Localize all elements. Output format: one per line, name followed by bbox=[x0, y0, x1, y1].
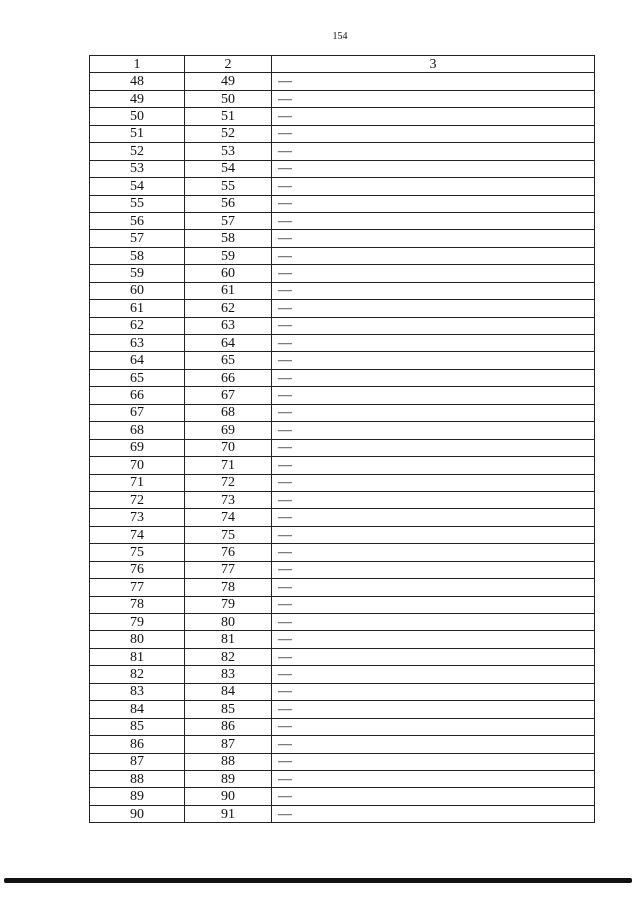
column-header-3: 3 bbox=[272, 56, 595, 73]
table-header-row bbox=[90, 56, 595, 73]
table-row bbox=[90, 683, 595, 700]
table-cell-col-3: — bbox=[272, 195, 595, 212]
table-cell-col-2: 66 bbox=[185, 369, 272, 386]
table-cell-col-3: — bbox=[272, 526, 595, 543]
table-cell-col-2: 67 bbox=[185, 387, 272, 404]
table-cell-col-3: — bbox=[272, 788, 595, 805]
table-cell-col-1: 73 bbox=[90, 509, 185, 526]
table-row bbox=[90, 247, 595, 264]
table-cell-col-1: 69 bbox=[90, 439, 185, 456]
table-cell-col-3: — bbox=[272, 90, 595, 107]
table-row bbox=[90, 526, 595, 543]
table-cell-col-2: 63 bbox=[185, 317, 272, 334]
table-cell-col-3: — bbox=[272, 805, 595, 822]
table-cell-col-2: 91 bbox=[185, 805, 272, 822]
table-row bbox=[90, 352, 595, 369]
table-cell-col-2: 52 bbox=[185, 125, 272, 142]
table-cell-col-3: — bbox=[272, 317, 595, 334]
table-cell-col-3: — bbox=[272, 683, 595, 700]
table-cell-col-1: 58 bbox=[90, 247, 185, 264]
table-cell-col-1: 79 bbox=[90, 614, 185, 631]
table-cell-col-1: 84 bbox=[90, 701, 185, 718]
table-cell-col-1: 51 bbox=[90, 125, 185, 142]
table-row bbox=[90, 160, 595, 177]
table-cell-col-3: — bbox=[272, 143, 595, 160]
table-row bbox=[90, 701, 595, 718]
table-cell-col-1: 74 bbox=[90, 526, 185, 543]
table-cell-col-1: 88 bbox=[90, 770, 185, 787]
table-cell-col-1: 54 bbox=[90, 178, 185, 195]
table-cell-col-2: 64 bbox=[185, 335, 272, 352]
table-cell-col-3: — bbox=[272, 666, 595, 683]
table-row bbox=[90, 474, 595, 491]
table-row bbox=[90, 736, 595, 753]
table-cell-col-3: — bbox=[272, 178, 595, 195]
table-row bbox=[90, 788, 595, 805]
table-cell-col-1: 59 bbox=[90, 265, 185, 282]
table-cell-col-1: 75 bbox=[90, 544, 185, 561]
table-row bbox=[90, 73, 595, 90]
table-row bbox=[90, 457, 595, 474]
table-cell-col-2: 79 bbox=[185, 596, 272, 613]
table-cell-col-2: 83 bbox=[185, 666, 272, 683]
table-row bbox=[90, 770, 595, 787]
table-cell-col-2: 69 bbox=[185, 422, 272, 439]
table-cell-col-1: 67 bbox=[90, 404, 185, 421]
table-cell-col-3: — bbox=[272, 474, 595, 491]
table-cell-col-1: 65 bbox=[90, 369, 185, 386]
table-cell-col-3: — bbox=[272, 736, 595, 753]
table-cell-col-3: — bbox=[272, 579, 595, 596]
table-row bbox=[90, 718, 595, 735]
table-cell-col-2: 57 bbox=[185, 212, 272, 229]
table-cell-col-3: — bbox=[272, 753, 595, 770]
page-number: 154 bbox=[332, 31, 348, 42]
table-row bbox=[90, 544, 595, 561]
table-cell-col-3: — bbox=[272, 230, 595, 247]
table-cell-col-1: 82 bbox=[90, 666, 185, 683]
table-row bbox=[90, 491, 595, 508]
table-cell-col-1: 56 bbox=[90, 212, 185, 229]
table-cell-col-3: — bbox=[272, 770, 595, 787]
table-cell-col-3: — bbox=[272, 439, 595, 456]
table-cell-col-3: — bbox=[272, 596, 595, 613]
table-cell-col-1: 85 bbox=[90, 718, 185, 735]
table-row bbox=[90, 404, 595, 421]
table-row bbox=[90, 509, 595, 526]
table-cell-col-1: 60 bbox=[90, 282, 185, 299]
table-row bbox=[90, 90, 595, 107]
table-row bbox=[90, 561, 595, 578]
table-cell-col-3: — bbox=[272, 718, 595, 735]
table-cell-col-3: — bbox=[272, 631, 595, 648]
table-cell-col-1: 89 bbox=[90, 788, 185, 805]
table-cell-col-2: 77 bbox=[185, 561, 272, 578]
table-cell-col-1: 90 bbox=[90, 805, 185, 822]
table-cell-col-3: — bbox=[272, 335, 595, 352]
table-cell-col-2: 72 bbox=[185, 474, 272, 491]
table-body bbox=[90, 73, 595, 823]
table-row bbox=[90, 631, 595, 648]
table-cell-col-3: — bbox=[272, 387, 595, 404]
table-row bbox=[90, 439, 595, 456]
table-cell-col-3: — bbox=[272, 125, 595, 142]
table-cell-col-3: — bbox=[272, 491, 595, 508]
table-cell-col-2: 74 bbox=[185, 509, 272, 526]
table-cell-col-2: 61 bbox=[185, 282, 272, 299]
table-row bbox=[90, 369, 595, 386]
table-header bbox=[90, 56, 595, 73]
table-cell-col-2: 73 bbox=[185, 491, 272, 508]
table-cell-col-1: 78 bbox=[90, 596, 185, 613]
table-cell-col-2: 49 bbox=[185, 73, 272, 90]
table-cell-col-2: 80 bbox=[185, 614, 272, 631]
table-cell-col-1: 48 bbox=[90, 73, 185, 90]
table-cell-col-2: 68 bbox=[185, 404, 272, 421]
table-cell-col-1: 57 bbox=[90, 230, 185, 247]
table-cell-col-1: 70 bbox=[90, 457, 185, 474]
table-cell-col-2: 84 bbox=[185, 683, 272, 700]
table-cell-col-3: — bbox=[272, 509, 595, 526]
table-cell-col-1: 71 bbox=[90, 474, 185, 491]
table-cell-col-3: — bbox=[272, 300, 595, 317]
table-cell-col-3: — bbox=[272, 404, 595, 421]
table-cell-col-1: 72 bbox=[90, 491, 185, 508]
table-row bbox=[90, 230, 595, 247]
data-table bbox=[89, 55, 595, 823]
table-cell-col-3: — bbox=[272, 648, 595, 665]
table-cell-col-2: 89 bbox=[185, 770, 272, 787]
table-cell-col-2: 59 bbox=[185, 247, 272, 264]
table-cell-col-3: — bbox=[272, 701, 595, 718]
table-cell-col-2: 81 bbox=[185, 631, 272, 648]
table-cell-col-2: 54 bbox=[185, 160, 272, 177]
table-cell-col-1: 77 bbox=[90, 579, 185, 596]
table-cell-col-1: 66 bbox=[90, 387, 185, 404]
table-cell-col-1: 76 bbox=[90, 561, 185, 578]
table-row bbox=[90, 195, 595, 212]
table-cell-col-2: 70 bbox=[185, 439, 272, 456]
table-cell-col-2: 58 bbox=[185, 230, 272, 247]
table-cell-col-1: 50 bbox=[90, 108, 185, 125]
column-header-1: 1 bbox=[90, 56, 185, 73]
table-cell-col-3: — bbox=[272, 73, 595, 90]
table-cell-col-1: 63 bbox=[90, 335, 185, 352]
table-row bbox=[90, 125, 595, 142]
table-row bbox=[90, 335, 595, 352]
table-cell-col-3: — bbox=[272, 422, 595, 439]
table-cell-col-1: 83 bbox=[90, 683, 185, 700]
table-cell-col-1: 52 bbox=[90, 143, 185, 160]
table-cell-col-1: 68 bbox=[90, 422, 185, 439]
table-cell-col-2: 65 bbox=[185, 352, 272, 369]
table-row bbox=[90, 579, 595, 596]
table-cell-col-3: — bbox=[272, 160, 595, 177]
table-cell-col-3: — bbox=[272, 247, 595, 264]
table-row bbox=[90, 143, 595, 160]
table-cell-col-2: 60 bbox=[185, 265, 272, 282]
table-cell-col-1: 49 bbox=[90, 90, 185, 107]
table-row bbox=[90, 317, 595, 334]
table-cell-col-1: 81 bbox=[90, 648, 185, 665]
table-cell-col-1: 55 bbox=[90, 195, 185, 212]
table-cell-col-1: 62 bbox=[90, 317, 185, 334]
table-cell-col-2: 56 bbox=[185, 195, 272, 212]
table-cell-col-3: — bbox=[272, 282, 595, 299]
table-cell-col-3: — bbox=[272, 614, 595, 631]
table-cell-col-2: 51 bbox=[185, 108, 272, 125]
table-cell-col-2: 82 bbox=[185, 648, 272, 665]
table-cell-col-3: — bbox=[272, 457, 595, 474]
table-row bbox=[90, 753, 595, 770]
table-cell-col-3: — bbox=[272, 265, 595, 282]
table-cell-col-2: 75 bbox=[185, 526, 272, 543]
table-cell-col-2: 62 bbox=[185, 300, 272, 317]
table-row bbox=[90, 805, 595, 822]
table-cell-col-2: 78 bbox=[185, 579, 272, 596]
table-row bbox=[90, 282, 595, 299]
table-cell-col-1: 61 bbox=[90, 300, 185, 317]
table-row bbox=[90, 387, 595, 404]
table-row bbox=[90, 666, 595, 683]
table-cell-col-1: 80 bbox=[90, 631, 185, 648]
table-cell-col-2: 88 bbox=[185, 753, 272, 770]
table-cell-col-1: 53 bbox=[90, 160, 185, 177]
table-row bbox=[90, 422, 595, 439]
table-cell-col-3: — bbox=[272, 544, 595, 561]
table-cell-col-1: 64 bbox=[90, 352, 185, 369]
table-row bbox=[90, 212, 595, 229]
table-cell-col-3: — bbox=[272, 108, 595, 125]
table-row bbox=[90, 648, 595, 665]
table-cell-col-3: — bbox=[272, 561, 595, 578]
table-cell-col-2: 76 bbox=[185, 544, 272, 561]
table-row bbox=[90, 596, 595, 613]
table-cell-col-3: — bbox=[272, 212, 595, 229]
bottom-rule bbox=[4, 878, 632, 883]
table-row bbox=[90, 300, 595, 317]
table-cell-col-2: 90 bbox=[185, 788, 272, 805]
table-cell-col-3: — bbox=[272, 352, 595, 369]
table-cell-col-2: 86 bbox=[185, 718, 272, 735]
table-cell-col-1: 86 bbox=[90, 736, 185, 753]
table-cell-col-2: 71 bbox=[185, 457, 272, 474]
table-cell-col-2: 87 bbox=[185, 736, 272, 753]
table-row bbox=[90, 614, 595, 631]
table-cell-col-2: 55 bbox=[185, 178, 272, 195]
table-row bbox=[90, 108, 595, 125]
table-cell-col-2: 85 bbox=[185, 701, 272, 718]
table-cell-col-2: 50 bbox=[185, 90, 272, 107]
table-cell-col-1: 87 bbox=[90, 753, 185, 770]
table-cell-col-3: — bbox=[272, 369, 595, 386]
column-header-2: 2 bbox=[185, 56, 272, 73]
table-row bbox=[90, 178, 595, 195]
table-row bbox=[90, 265, 595, 282]
table-cell-col-2: 53 bbox=[185, 143, 272, 160]
